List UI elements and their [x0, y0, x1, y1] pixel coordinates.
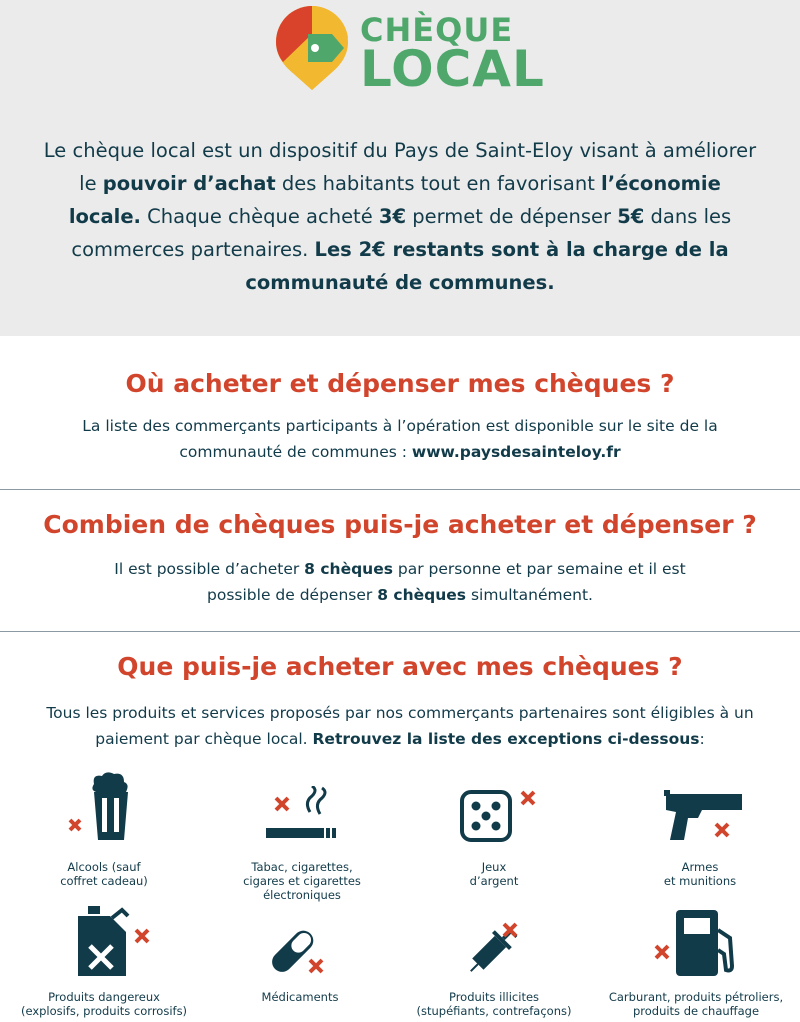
exception-alcohol	[66, 770, 142, 850]
exception-weapons-label: Armes et munitions	[663, 860, 737, 888]
exception-medicine-label: Médicaments	[261, 990, 339, 1004]
section-title-what: Que puis-je acheter avec mes chèques ?	[117, 652, 683, 681]
exception-illicit	[462, 920, 532, 984]
exception-tobacco	[262, 786, 338, 850]
exception-dangerous	[76, 906, 160, 982]
exception-weapons	[662, 788, 746, 852]
section-text-how-many: Il est possible d’acheter 8 chèques par personne et par semaine et il est possible de dépenser 8 chèques simultanément.	[114, 560, 686, 604]
exception-gambling-label: Jeux d’argent	[469, 860, 519, 888]
section-title-how-many: Combien de chèques puis-je acheter et dépenser ?	[43, 510, 757, 539]
section-title-where: Où acheter et dépenser mes chèques ?	[125, 369, 675, 398]
logo-line-1: CHÈQUE	[360, 11, 514, 49]
section-divider	[0, 631, 800, 632]
gun-icon	[662, 788, 746, 848]
cigarette-icon	[262, 786, 338, 846]
exception-tobacco-label: Tabac, cigarettes, cigares et cigarettes électroniques	[243, 860, 361, 902]
intro-text: Le chèque local est un dispositif du Pays de Saint-Eloy visant à améliorer le pouvoir d’achat des habitants tout en favorisant l’économie locale. Chaque chèque acheté 3€ permet de dépenser 5€ dans les commerces partenaires. Les 2€ restants sont à la charge de la communauté de communes.	[43, 139, 757, 294]
exception-medicine	[266, 924, 336, 986]
syringe-icon	[462, 920, 532, 980]
section-text-what: Tous les produits et services proposés par nos commerçants partenaires sont éligibles à un paiement par chèque local. Retrouvez la liste des exceptions ci-dessous:	[46, 704, 754, 748]
section-text-where: La liste des commerçants participants à l’opération est disponible sur le site de la communauté de communes : www.paysdesainteloy.fr	[82, 417, 718, 461]
beer-icon	[66, 770, 142, 846]
logo-line-2: LOCAL	[360, 40, 545, 98]
cheque-local-logo	[274, 4, 545, 98]
exception-alcohol-label: Alcools (sauf coffret cadeau)	[60, 860, 148, 888]
exception-gambling	[460, 784, 546, 848]
pill-icon	[266, 924, 336, 982]
exception-fuel	[654, 906, 744, 982]
exception-dangerous-label: Produits dangereux (explosifs, produits corrosifs)	[20, 990, 188, 1018]
exception-illicit-label: Produits illicites (stupéfiants, contrefaçons)	[416, 990, 572, 1018]
map-pin-tag-icon	[274, 4, 352, 92]
chemical-can-icon	[76, 906, 160, 978]
section-divider	[0, 489, 800, 490]
website-link[interactable]: www.paysdesainteloy.fr	[411, 443, 621, 461]
exception-fuel-label: Carburant, produits pétroliers, produits de chauffage	[608, 990, 784, 1018]
dice-icon	[460, 784, 546, 844]
fuel-pump-icon	[654, 906, 744, 978]
